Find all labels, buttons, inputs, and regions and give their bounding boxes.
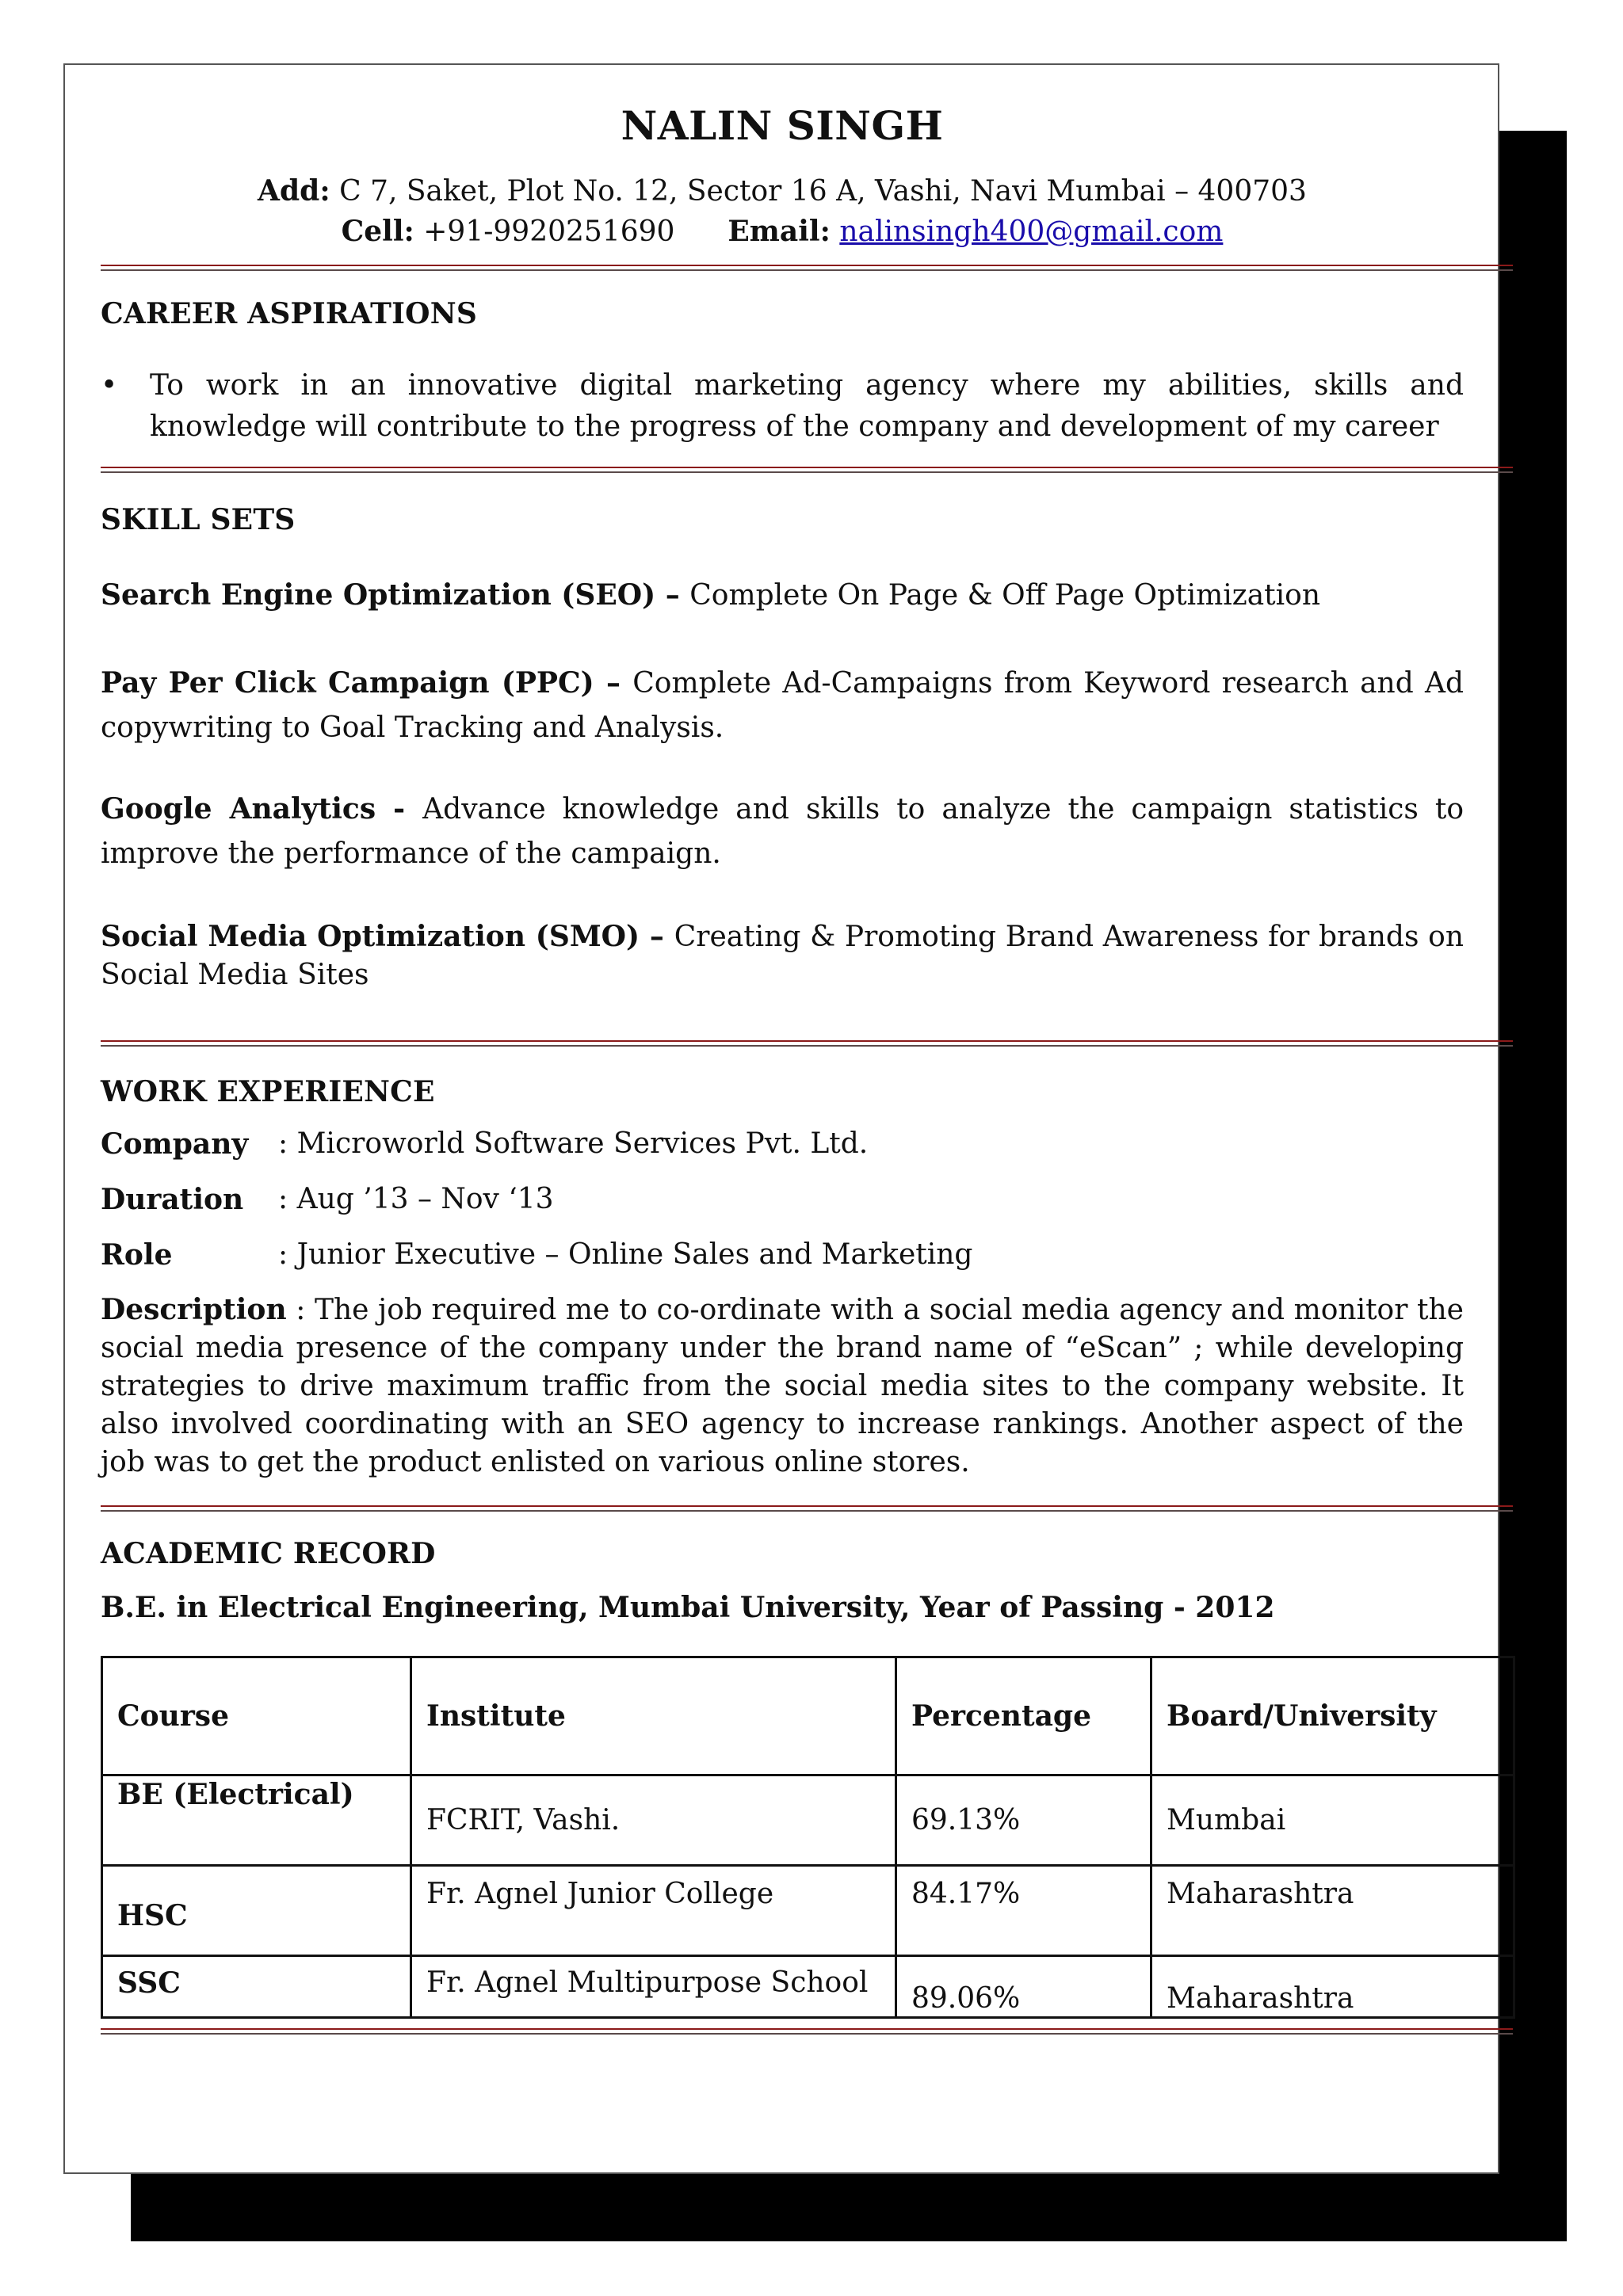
skill-desc: Complete Ad-Campaigns from Keyword research and Ad copywriting to Goal Tracking and Analysis. — [101, 667, 1465, 744]
skill-desc: Complete On Page & Off Page Optimization — [689, 579, 1321, 612]
address-label: Add: — [258, 174, 330, 208]
table-row — [102, 1956, 1514, 2018]
email-label: Email: — [727, 215, 831, 248]
skills-section-title: SKILL SETS — [101, 503, 296, 536]
work-description — [101, 1291, 1464, 1482]
table-row — [102, 1775, 1514, 1866]
work-section-title: WORK EXPERIENCE — [101, 1075, 435, 1108]
description-value: : The job required me to co-ordinate with a social media agency and monitor the social media presence of the company under the brand name of “eScan” ; while developing strategies to drive maximum traffic from the social media sites to the company website. It also involved coordinating with an SEO agency to increase rankings. Another aspect of the job was to get the product enlisted on various online stores. — [101, 1294, 1464, 1478]
role-label: Role — [101, 1238, 173, 1272]
degree-line: B.E. in Electrical Engineering, Mumbai University, Year of Passing - 2012 — [101, 1591, 1275, 1624]
section-divider — [101, 467, 1513, 473]
skill-name: Social Media Optimization (SMO) — [101, 920, 640, 953]
address-value: C 7, Saket, Plot No. 12, Sector 16 A, Vashi, Navi Mumbai – 400703 — [339, 175, 1307, 208]
table-cell: HSC — [102, 1866, 411, 1956]
duration-label: Duration — [101, 1183, 244, 1216]
table-header-row — [102, 1657, 1514, 1775]
cell-label: Cell: — [341, 215, 414, 248]
email-link[interactable]: nalinsingh400@gmail.com — [839, 215, 1224, 248]
table-row — [102, 1866, 1514, 1956]
table-cell: SSC — [102, 1956, 411, 2018]
resume-page — [63, 63, 1499, 2174]
table-cell: Fr. Agnel Multipurpose School — [411, 1956, 896, 2018]
skill-name: Google Analytics — [101, 792, 376, 826]
table-cell: BE (Electrical) — [102, 1775, 411, 1866]
address-line — [101, 171, 1464, 212]
career-bullet — [101, 365, 1464, 448]
skill-item-ppc: Pay Per Click Campaign (PPC) – Complete Ad-Campaigns from Keyword research and Ad copywriting to Goal Tracking and Analysis. — [101, 666, 1465, 744]
table-cell: FCRIT, Vashi. — [411, 1775, 896, 1866]
academic-section-title: ACADEMIC RECORD — [101, 1537, 436, 1570]
contact-line — [101, 212, 1464, 252]
work-role-row — [101, 1235, 1464, 1275]
skill-desc: Creating & Promoting Brand Awareness for brands on Social Media Sites — [101, 921, 1465, 991]
skill-item-smo: Social Media Optimization (SMO) – Creating & Promoting Brand Awareness for brands on Social Media Sites — [101, 920, 1465, 991]
cell-value: +91-9920251690 — [423, 215, 675, 248]
work-duration-row — [101, 1180, 1464, 1219]
section-divider — [101, 2028, 1513, 2035]
skill-name: Search Engine Optimization (SEO) — [101, 578, 656, 612]
section-divider — [101, 1505, 1513, 1512]
candidate-name: NALIN SINGH — [621, 102, 944, 149]
table-header: Institute — [411, 1657, 896, 1775]
description-label: Description — [101, 1293, 287, 1326]
skill-item-analytics: Google Analytics - Advance knowledge and skills to analyze the campaign statistics to improve the performance of the campaign. — [101, 792, 1464, 870]
table-header: Percentage — [896, 1657, 1151, 1775]
table-cell: Maharashtra — [1151, 1866, 1514, 1956]
resume-content — [101, 101, 1464, 2035]
duration-value: : Aug ’13 – Nov ‘13 — [278, 1183, 554, 1215]
table-cell: 69.13% — [896, 1775, 1151, 1866]
table-header: Course — [102, 1657, 411, 1775]
academic-table — [101, 1656, 1515, 2019]
skill-desc: Advance knowledge and skills to analyze the campaign statistics to improve the performance of the campaign. — [101, 793, 1464, 870]
work-company-row — [101, 1124, 1464, 1164]
table-cell: 89.06% — [896, 1956, 1151, 2018]
skill-name: Pay Per Click Campaign (PPC) — [101, 666, 594, 700]
role-value: : Junior Executive – Online Sales and Marketing — [278, 1238, 973, 1271]
academic-table-wrap — [101, 1656, 1464, 2028]
table-header: Board/University — [1151, 1657, 1514, 1775]
career-section-title: CAREER ASPIRATIONS — [101, 297, 478, 330]
skill-item-seo: Search Engine Optimization (SEO) – Complete On Page & Off Page Optimization — [101, 578, 1321, 612]
company-label: Company — [101, 1127, 249, 1161]
bullet-icon: • — [101, 369, 118, 402]
company-value: : Microworld Software Services Pvt. Ltd. — [278, 1127, 869, 1160]
table-cell: Maharashtra — [1151, 1956, 1514, 2018]
section-divider — [101, 1040, 1513, 1047]
table-cell: Mumbai — [1151, 1775, 1514, 1866]
section-divider — [101, 265, 1513, 271]
table-cell: 84.17% — [896, 1866, 1151, 1956]
career-text: To work in an innovative digital marketing agency where my abilities, skills and knowledge will contribute to the progress of the company and development of my career — [150, 369, 1464, 443]
table-cell: Fr. Agnel Junior College — [411, 1866, 896, 1956]
